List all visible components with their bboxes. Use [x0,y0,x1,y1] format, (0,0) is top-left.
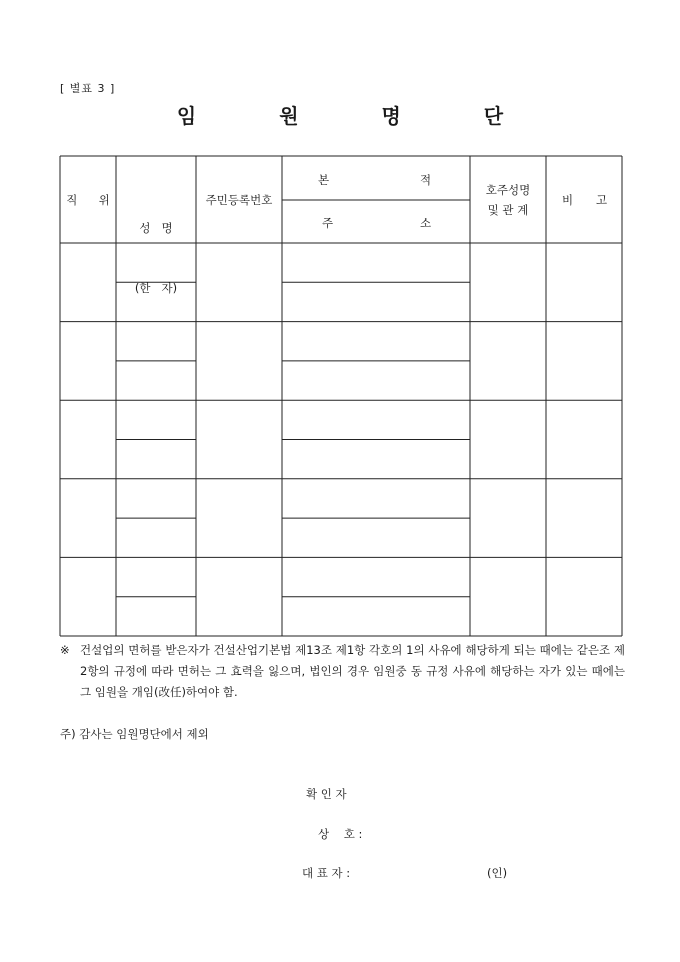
header-position-char2: 위 [98,193,110,207]
form-label: [ 별표 3 ] [60,82,116,95]
seal-mark: (인) [487,866,508,880]
header-household-line1: 호주성명 [485,183,531,197]
header-address-char2: 소 [420,216,432,230]
header-position [60,190,116,210]
header-remarks-char1: 비 [562,193,574,207]
note-mark: ※ [60,643,70,657]
header-resident-number: 주민등록번호 [205,193,273,207]
note-text: 건설업의 면허를 받은자가 건설산업기본법 제13조 제1항 각호의 1의 사유에 해당하게 되는 때에는 같은조 제2항의 규정에 따라 면허는 그 효력을 잃으며, 법인의 경우 임원중 동 규정 사유에 해당하는 자가 있는 때에는 그 임원을 개임(改任)하여야 함. [80,643,625,699]
header-remarks-char2: 고 [596,193,608,207]
header-name-line2: (한 자) [134,281,178,295]
header-household [470,180,546,220]
header-name-line1: 성 명 [139,221,173,235]
header-domicile-char2: 적 [420,173,432,187]
header-household-line2: 및 관 계 [487,203,529,217]
header-position-char1: 직 [66,193,78,207]
sub-note: 주) 감사는 임원명단에서 제외 [60,727,209,741]
page-title: 임 원 명 단 [176,104,542,128]
header-address-char1: 주 [322,216,334,230]
header-domicile-char1: 본 [318,173,330,187]
representative-label: 대 표 자 : [302,866,351,880]
company-label: 상 호 : [318,827,363,841]
header-name [116,178,196,318]
confirmer-label: 확 인 자 [306,787,347,801]
